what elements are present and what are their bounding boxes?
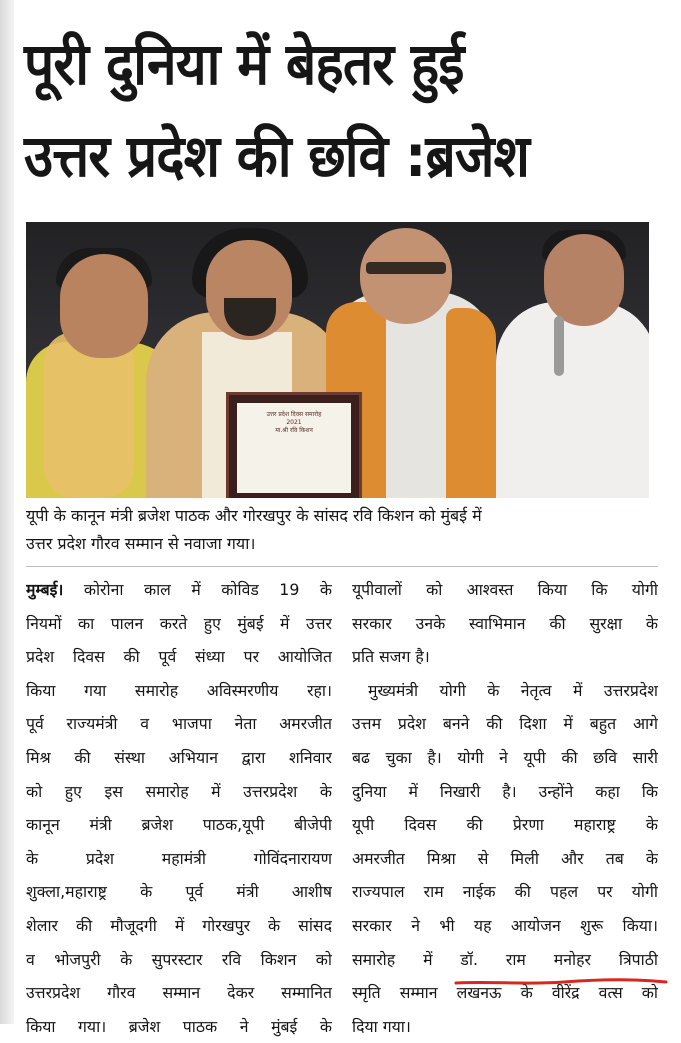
- award-plaque: [226, 392, 362, 498]
- column-2-line: अमरजीत मिश्रा से मिली और तब के: [352, 848, 658, 868]
- column-2-line: बढ चुका है। योगी ने यूपी की छवि सारी: [352, 747, 658, 767]
- column-1-line: किया गया। ब्रजेश पाठक ने मुंबई के: [26, 1016, 332, 1036]
- column-2-line: दिया गया।: [352, 1016, 411, 1036]
- column-2-line: प्रति सजग है।: [352, 647, 430, 667]
- caption-line-2: उत्तर प्रदेश गौरव सम्मान से नवाजा गया।: [26, 534, 256, 553]
- column-1-line: उत्तरप्रदेश गौरव सम्मान देकर सम्मानित: [26, 983, 332, 1003]
- column-1-line: पूर्व राज्यमंत्री व भाजपा नेता अमरजीत: [26, 714, 332, 734]
- column-1-line: शेलार की मौजूदगी में गोरखपुर के सांसद: [26, 915, 332, 935]
- plaque-line-1: उत्तर प्रदेश दिवस समारोह: [266, 411, 322, 418]
- column-1-line: कानून मंत्री ब्रजेश पाठक,यूपी बीजेपी: [26, 815, 332, 835]
- column-2-line: यूपीवालों को आश्वस्त किया कि योगी: [352, 580, 658, 599]
- column-2-line: उत्तम प्रदेश बनने की दिशा में बहुत आगे: [352, 714, 658, 734]
- column-1-line: नियमों का पालन करते हुए मुंबई में उत्तर: [26, 613, 332, 633]
- column-2-line: यूपी दिवस की प्रेरणा महाराष्ट्र के: [352, 815, 658, 835]
- divider: [26, 566, 658, 567]
- dateline: मुम्बई।: [26, 580, 64, 599]
- column-2-line: सरकार ने भी यह आयोजन शुरू किया।: [352, 915, 658, 935]
- article-column-1: [26, 573, 332, 1043]
- news-photo: [26, 222, 649, 498]
- column-1-line: व भोजपुरी के सुपरस्टार रवि किशन को: [26, 949, 332, 969]
- headline-line-2: उत्तर प्रदेश की छवि :ब्रजेश: [24, 122, 529, 190]
- column-2-line: सरकार उनके स्वाभिमान की सुरक्षा के: [352, 613, 658, 633]
- plaque-line-2: 2021: [286, 419, 302, 426]
- headline-line-1: पूरी दुनिया में बेहतर हुई: [24, 30, 464, 98]
- article-column-2: [352, 573, 658, 1043]
- column-1-line: मुम्बई। कोरोना काल में कोविड 19 के: [26, 580, 332, 599]
- column-1-line: किया गया समारोह अविस्मरणीय रहा।: [26, 680, 332, 700]
- page-edge: [0, 0, 14, 1024]
- microphone-icon: [554, 316, 564, 376]
- photo-caption: [26, 502, 658, 558]
- column-1-line: को हुए इस समारोह में उत्तरप्रदेश के: [26, 781, 332, 801]
- column-1-line: शुक्ला,महाराष्ट्र के पूर्व मंत्री आशीष: [26, 882, 332, 902]
- column-1-line: के प्रदेश महामंत्री गोविंदनारायण: [26, 848, 332, 868]
- column-2-line: दुनिया में निखारी है। उन्होंने कहा कि: [352, 781, 658, 801]
- red-underline-mark: [454, 975, 668, 987]
- column-1-line: मिश्र की संस्था अभियान द्वारा शनिवार: [26, 747, 332, 767]
- column-2-line: समारोह में डॉ. राम मनोहर त्रिपाठी: [352, 949, 658, 969]
- plaque-line-3: मा.श्री रवि किशन: [275, 427, 313, 434]
- column-2-line: मुख्यमंत्री योगी के नेतृत्व में उत्तरप्रदेश: [368, 680, 658, 700]
- column-2-line: स्मृति सम्मान लखनऊ के वीरेंद्र वत्स को: [352, 983, 658, 1003]
- column-1-line: प्रदेश दिवस की पूर्व संध्या पर आयोजित: [26, 647, 332, 667]
- caption-line-1: यूपी के कानून मंत्री ब्रजेश पाठक और गोरखपुर के सांसद रवि किशन को मुंबई में: [26, 506, 482, 525]
- headline: [24, 18, 622, 202]
- column-2-line: राज्यपाल राम नाईक की पहल पर योगी: [352, 882, 658, 902]
